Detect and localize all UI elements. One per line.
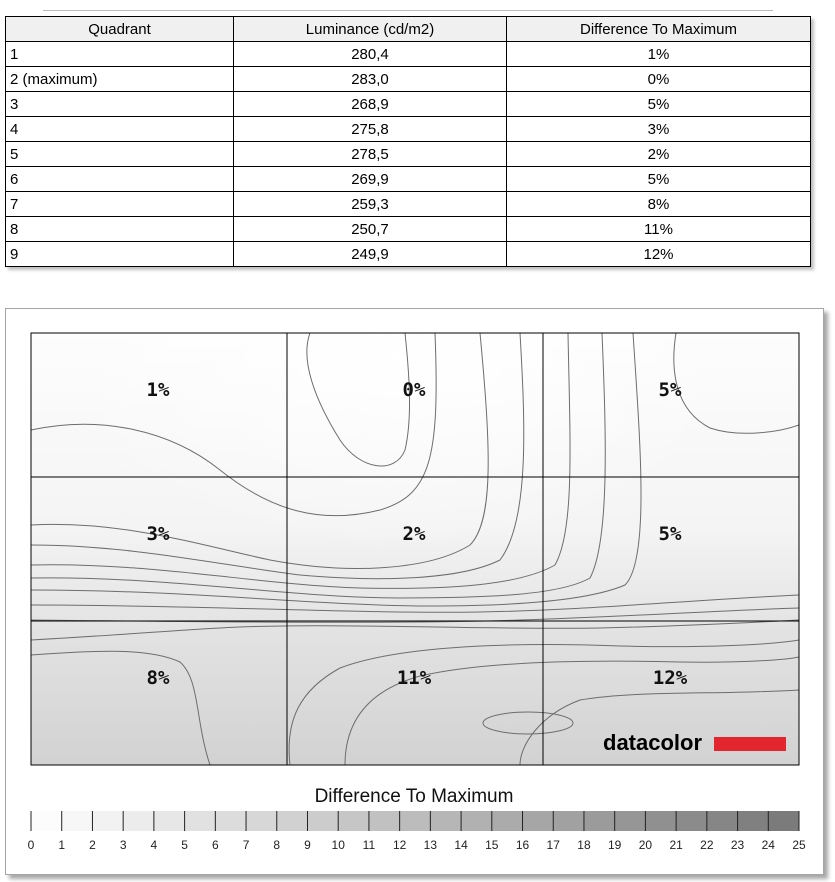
colorbar-segment (676, 811, 707, 831)
column-header-quadrant: Quadrant (6, 17, 234, 42)
colorbar-tick-label: 21 (669, 838, 683, 852)
cell-difference: 8% (507, 192, 811, 217)
colorbar-tick-label: 5 (181, 838, 188, 852)
cell-difference: 1% (507, 42, 811, 67)
colorbar-tick-label: 13 (423, 838, 438, 852)
cell-quadrant: 1 (6, 42, 234, 67)
cell-luminance: 259,3 (234, 192, 507, 217)
colorbar-segment (553, 811, 584, 831)
colorbar-segment (430, 811, 461, 831)
quadrant-label: 5% (658, 379, 682, 401)
cell-difference: 0% (507, 67, 811, 92)
cell-difference: 3% (507, 117, 811, 142)
colorbar-tick-label: 17 (546, 838, 560, 852)
cell-quadrant: 3 (6, 92, 234, 117)
colorbar-segment (92, 811, 123, 831)
cell-quadrant: 8 (6, 217, 234, 242)
quadrant-label: 3% (146, 523, 170, 545)
colorbar-tick-label: 20 (638, 838, 653, 852)
colorbar-tick-label: 22 (700, 838, 714, 852)
colorbar-segment (215, 811, 246, 831)
quadrant-label: 8% (146, 667, 170, 689)
colorbar-tick-label: 12 (392, 838, 407, 852)
colorbar-tick-label: 16 (515, 838, 530, 852)
colorbar-tick-label: 25 (792, 838, 806, 852)
cell-luminance: 283,0 (234, 67, 507, 92)
cell-luminance: 278,5 (234, 142, 507, 167)
colorbar-tick-label: 24 (761, 838, 775, 852)
cell-quadrant: 2 (maximum) (6, 67, 234, 92)
quadrant-label: 5% (658, 523, 682, 545)
colorbar-segment (62, 811, 93, 831)
quadrant-label: 1% (146, 379, 170, 401)
cell-difference: 5% (507, 92, 811, 117)
quadrant-label: 12% (652, 667, 688, 689)
cell-difference: 12% (507, 242, 811, 267)
colorbar-tick-label: 3 (119, 838, 127, 852)
logo-bar (714, 737, 786, 751)
cell-luminance: 280,4 (234, 42, 507, 67)
colorbar-segment (246, 811, 277, 831)
cell-quadrant: 4 (6, 117, 234, 142)
colorbar-tick-label: 23 (730, 838, 745, 852)
cell-luminance: 269,9 (234, 167, 507, 192)
colorbar-tick-label: 4 (150, 838, 158, 852)
colorbar-segment (123, 811, 154, 831)
colorbar (28, 811, 806, 852)
colorbar-tick-label: 0 (27, 838, 35, 852)
colorbar-segment (615, 811, 646, 831)
colorbar-segment (492, 811, 523, 831)
cell-quadrant: 7 (6, 192, 234, 217)
colorbar-tick-label: 11 (362, 838, 376, 852)
cell-difference: 11% (507, 217, 811, 242)
colorbar-segment (461, 811, 492, 831)
cell-luminance: 275,8 (234, 117, 507, 142)
colorbar-segment (307, 811, 338, 831)
cell-difference: 2% (507, 142, 811, 167)
cell-luminance: 249,9 (234, 242, 507, 267)
colorbar-title: Difference To Maximum (314, 786, 514, 807)
cell-quadrant: 5 (6, 142, 234, 167)
colorbar-segment (645, 811, 676, 831)
cell-quadrant: 9 (6, 242, 234, 267)
colorbar-segment (584, 811, 615, 831)
colorbar-tick-label: 10 (331, 838, 345, 852)
colorbar-segment (400, 811, 431, 831)
cell-luminance: 250,7 (234, 217, 507, 242)
column-header-luminance: Luminance (cd/m2) (234, 17, 507, 42)
colorbar-tick-label: 7 (242, 838, 250, 852)
colorbar-tick-label: 9 (304, 838, 311, 852)
colorbar-tick-label: 15 (485, 838, 499, 852)
column-header-difference: Difference To Maximum (507, 17, 811, 42)
colorbar-segment (768, 811, 799, 831)
cell-difference: 5% (507, 167, 811, 192)
plot-area (31, 333, 799, 765)
colorbar-tick-label: 2 (89, 838, 96, 852)
cell-luminance: 268,9 (234, 92, 507, 117)
colorbar-segment (154, 811, 185, 831)
colorbar-segment (738, 811, 769, 831)
colorbar-segment (523, 811, 554, 831)
quadrant-label: 2% (402, 523, 426, 545)
colorbar-tick-label: 19 (608, 838, 622, 852)
colorbar-tick-label: 18 (577, 838, 591, 852)
logo-text: datacolor (603, 730, 703, 755)
quadrant-label: 0% (402, 379, 426, 401)
colorbar-segment (369, 811, 400, 831)
colorbar-segment (707, 811, 738, 831)
colorbar-segment (338, 811, 369, 831)
colorbar-tick-label: 8 (273, 838, 281, 852)
colorbar-segment (185, 811, 216, 831)
colorbar-tick-label: 1 (58, 838, 66, 852)
colorbar-segment (277, 811, 308, 831)
colorbar-tick-label: 14 (454, 838, 468, 852)
colorbar-segment (31, 811, 62, 831)
colorbar-tick-label: 6 (211, 838, 219, 852)
cell-quadrant: 6 (6, 167, 234, 192)
quadrant-label: 11% (396, 667, 432, 689)
